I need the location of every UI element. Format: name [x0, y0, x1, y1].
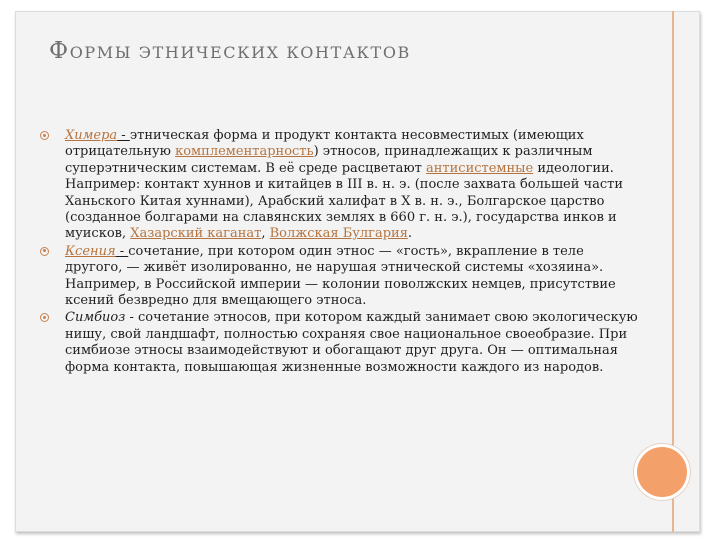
definition-text: .: [407, 226, 413, 242]
bullet-circle-icon: [40, 131, 49, 140]
title-initial: Ф: [49, 38, 70, 64]
link-antisystem[interactable]: антисистемные: [426, 160, 534, 176]
link-complementarity[interactable]: комплементарность: [175, 144, 314, 160]
link-volga-bulgaria[interactable]: Волжская Булгария: [269, 226, 408, 242]
term-dash: -: [125, 310, 138, 326]
bullet-circle-icon: [40, 247, 49, 256]
definition-text: ,: [261, 226, 270, 242]
bullet-item-symbiosis: [39, 310, 639, 376]
decorative-circle: [637, 447, 687, 497]
bullet-item-chimera: [39, 128, 639, 243]
term-dash: -: [115, 243, 129, 259]
bullet-list: [39, 128, 639, 377]
bullet-item-xenia: [39, 244, 639, 310]
bullet-circle-icon: [40, 313, 49, 322]
definition-text: этническая форма и продукт контакта несовместимых (имеющих отрицательную: [65, 128, 584, 160]
link-khazar-khaganate[interactable]: Хазарский каганат: [130, 226, 262, 242]
term-link-chimera[interactable]: Химера: [65, 128, 118, 143]
slide-title: [49, 38, 411, 64]
definition-text: сочетание, при котором один этнос — «гость», вкрапление в теле другого, — живёт изолированно, не нарушая этнической системы «хозяина». Например, в Российской империи — колонии поволжских немцев, присутствие ксений безвредно для вмещающего этноса.: [65, 243, 616, 309]
title-rest: ОРМЫ ЭТНИЧЕСКИХ КОНТАКТОВ: [69, 43, 411, 62]
term-link-xenia[interactable]: Ксения: [65, 243, 116, 259]
definition-text: идеологии. Например: контакт хуннов и китайцев в III в. н. э. (после захвата большей части Ханьского Китая хуннами), Арабский халифат в X в. н. э., Болгарское царство (созданное болгарами на славянских землях в 660 г. н. э.), государства инков и муисков,: [65, 160, 624, 242]
definition-text: сочетание этносов, при котором каждый занимает свою экологическую нишу, свой ландшафт, полностью сохраняя свое национальное своеобразие. При симбиозе этносы взаимодействуют и обогащают друг друга. Он — оптимальная форма контакта, повышающая жизненные возможности каждого из народов.: [65, 310, 638, 375]
term-dash: -: [117, 128, 130, 143]
term-symbiosis: Симбиоз: [65, 310, 126, 326]
definition-text: ) этносов, принадлежащих к различным суперэтническим системам. В её среде расцветают: [65, 144, 593, 176]
